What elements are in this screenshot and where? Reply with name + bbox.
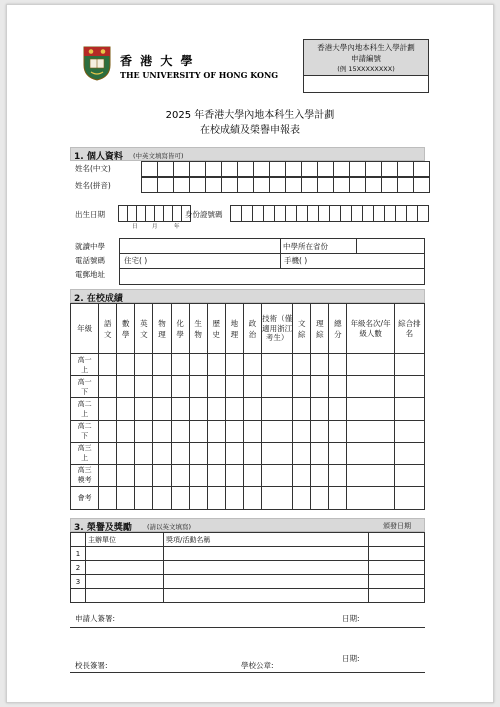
grade-cell[interactable] xyxy=(99,420,117,442)
dob-boxes[interactable] xyxy=(118,205,191,220)
grade-cell[interactable] xyxy=(394,398,424,420)
grade-cell[interactable] xyxy=(329,376,347,398)
honors-table xyxy=(70,532,425,603)
grade-cell[interactable] xyxy=(311,464,329,486)
app-box-example: (例 15XXXXXXXX) xyxy=(337,65,395,73)
section3-title: 3. 榮譽及獎勵 xyxy=(74,523,132,533)
grade-row xyxy=(71,398,425,420)
grade-cell[interactable] xyxy=(117,420,135,442)
grade-cell[interactable] xyxy=(117,464,135,486)
grade-row xyxy=(71,354,425,376)
name-cn-label: 姓名(中文) xyxy=(75,164,111,173)
award-cell[interactable] xyxy=(164,575,369,589)
grade-cell[interactable] xyxy=(171,486,189,509)
grade-cell[interactable] xyxy=(99,464,117,486)
grade-cell[interactable] xyxy=(153,486,171,509)
row-number: 2 xyxy=(71,561,86,575)
grade-cell[interactable] xyxy=(293,442,311,464)
phone-label: 電話號碼 xyxy=(75,256,105,265)
grade-cell[interactable] xyxy=(394,354,424,376)
grade-row-label: 高三上 xyxy=(71,442,99,464)
grade-cell[interactable] xyxy=(243,420,261,442)
grade-cell[interactable] xyxy=(262,442,293,464)
grade-cell[interactable] xyxy=(207,376,225,398)
grade-cell[interactable] xyxy=(394,442,424,464)
date-cell[interactable] xyxy=(369,575,425,589)
grade-cell[interactable] xyxy=(99,486,117,509)
province-label: 中學所在省份 xyxy=(283,242,328,251)
grade-row xyxy=(71,464,425,486)
grade-cell[interactable] xyxy=(394,376,424,398)
col-grade: 年級 xyxy=(71,304,99,354)
grade-cell[interactable] xyxy=(207,398,225,420)
form-title-line2: 在校成績及榮譽申報表 xyxy=(200,125,300,136)
grade-cell[interactable] xyxy=(225,486,243,509)
award-cell[interactable] xyxy=(164,561,369,575)
app-number-field[interactable] xyxy=(304,75,428,93)
grade-cell[interactable] xyxy=(207,354,225,376)
grade-cell[interactable] xyxy=(262,420,293,442)
row-number: 3 xyxy=(71,575,86,589)
col-subject: 地 理 xyxy=(225,304,243,354)
section1-note: (中英文填寫皆可) xyxy=(133,152,184,160)
date-cell[interactable] xyxy=(369,547,425,561)
col-sci-total: 理 綜 xyxy=(311,304,329,354)
logo-chinese: 香 港 大 學 xyxy=(120,54,195,68)
form-page xyxy=(6,4,494,703)
grade-cell[interactable] xyxy=(293,486,311,509)
grade-cell[interactable] xyxy=(293,398,311,420)
award-date-label: 頒發日期 xyxy=(383,522,411,530)
row-number: 1 xyxy=(71,547,86,561)
section3-note: (請以英文填寫) xyxy=(147,523,192,531)
logo-english: THE UNIVERSITY OF HONG KONG xyxy=(120,70,279,80)
home-phone-label: 住宅( ) xyxy=(124,256,148,265)
grade-row-label: 高二下 xyxy=(71,420,99,442)
name-pinyin-label: 姓名(拼音) xyxy=(75,181,111,190)
grade-cell[interactable] xyxy=(347,354,394,376)
grade-cell[interactable] xyxy=(207,486,225,509)
grade-cell[interactable] xyxy=(243,354,261,376)
grade-cell[interactable] xyxy=(347,442,394,464)
grade-row xyxy=(71,420,425,442)
email-field[interactable] xyxy=(120,268,422,282)
section1-title: 1. 個人資料 xyxy=(74,152,123,162)
grade-cell[interactable] xyxy=(329,420,347,442)
email-label: 電郵地址 xyxy=(75,270,105,279)
grade-cell[interactable] xyxy=(347,420,394,442)
grade-cell[interactable] xyxy=(135,398,153,420)
grade-cell[interactable] xyxy=(171,354,189,376)
grade-cell[interactable] xyxy=(207,442,225,464)
grade-cell[interactable] xyxy=(117,354,135,376)
grade-cell[interactable] xyxy=(293,376,311,398)
dob-month: 月 xyxy=(152,224,158,230)
school-label: 就讀中學 xyxy=(75,242,105,251)
grade-cell[interactable] xyxy=(311,486,329,509)
grade-cell[interactable] xyxy=(189,376,207,398)
col-subject: 英 文 xyxy=(135,304,153,354)
grade-cell[interactable] xyxy=(171,398,189,420)
section1-header xyxy=(70,147,425,161)
dob-label: 出生日期 xyxy=(75,210,105,219)
date-label-1: 日期: xyxy=(342,614,360,623)
grade-cell[interactable] xyxy=(135,442,153,464)
hku-crest-icon xyxy=(82,45,112,81)
app-box-title: 香港大學內地本科生入學計劃 xyxy=(317,43,415,52)
applicant-signature-label: 申請人簽署: xyxy=(75,614,116,623)
col-subject: 物 理 xyxy=(153,304,171,354)
grade-cell[interactable] xyxy=(189,486,207,509)
grade-cell[interactable] xyxy=(225,354,243,376)
grade-cell[interactable] xyxy=(171,464,189,486)
col-subject: 語 文 xyxy=(99,304,117,354)
grade-cell[interactable] xyxy=(243,464,261,486)
col-tech: 技術（僅適用浙江考生） xyxy=(262,304,293,354)
organizer-cell[interactable] xyxy=(86,575,164,589)
date-cell[interactable] xyxy=(369,589,425,603)
grade-cell[interactable] xyxy=(329,398,347,420)
grade-cell[interactable] xyxy=(135,464,153,486)
grade-cell[interactable] xyxy=(135,486,153,509)
grade-cell[interactable] xyxy=(207,464,225,486)
grade-cell[interactable] xyxy=(153,398,171,420)
grade-cell[interactable] xyxy=(262,376,293,398)
grade-cell[interactable] xyxy=(153,442,171,464)
school-field[interactable] xyxy=(120,239,279,252)
grade-cell[interactable] xyxy=(171,376,189,398)
grade-cell[interactable] xyxy=(243,486,261,509)
grade-cell[interactable] xyxy=(189,420,207,442)
application-number-box xyxy=(303,39,429,93)
grade-cell[interactable] xyxy=(117,376,135,398)
organizer-header: 主辦單位 xyxy=(86,533,164,547)
date-label-2: 日期: xyxy=(342,654,360,663)
grade-row-label: 高一下 xyxy=(71,376,99,398)
grade-cell[interactable] xyxy=(262,398,293,420)
col-arts-total: 文 綜 xyxy=(293,304,311,354)
grade-cell[interactable] xyxy=(225,464,243,486)
grade-cell[interactable] xyxy=(262,354,293,376)
name-pinyin-boxes[interactable] xyxy=(141,177,430,191)
award-name-header: 獎項/活動名稱 xyxy=(164,533,369,547)
grade-cell[interactable] xyxy=(329,486,347,509)
grade-cell[interactable] xyxy=(347,486,394,509)
col-total: 總 分 xyxy=(329,304,347,354)
grade-cell[interactable] xyxy=(293,354,311,376)
grade-cell[interactable] xyxy=(117,442,135,464)
app-box-label: 申請編號 xyxy=(351,54,381,63)
grade-row xyxy=(71,486,425,509)
col-subject: 數 學 xyxy=(117,304,135,354)
organizer-cell[interactable] xyxy=(86,589,164,603)
grade-cell[interactable] xyxy=(189,464,207,486)
grade-cell[interactable] xyxy=(243,398,261,420)
col-subject: 生 物 xyxy=(189,304,207,354)
mobile-label: 手機( ) xyxy=(284,256,308,265)
grade-row xyxy=(71,442,425,464)
grade-cell[interactable] xyxy=(329,354,347,376)
grade-cell[interactable] xyxy=(311,420,329,442)
organizer-cell[interactable] xyxy=(86,547,164,561)
school-stamp-label: 學校公章: xyxy=(241,661,274,670)
id-number-boxes[interactable] xyxy=(230,205,429,220)
grade-cell[interactable] xyxy=(394,464,424,486)
col-subject: 歷 史 xyxy=(207,304,225,354)
grade-cell[interactable] xyxy=(225,398,243,420)
grade-cell[interactable] xyxy=(171,442,189,464)
grade-cell[interactable] xyxy=(329,464,347,486)
section2-title: 2. 在校成績 xyxy=(74,294,123,304)
principal-signature-line[interactable] xyxy=(70,672,425,673)
grade-cell[interactable] xyxy=(262,464,293,486)
grade-cell[interactable] xyxy=(225,376,243,398)
col-subject: 化 學 xyxy=(171,304,189,354)
grade-cell[interactable] xyxy=(189,398,207,420)
grade-cell[interactable] xyxy=(171,420,189,442)
form-title-line1: 2025 年香港大學內地本科生入學計劃 xyxy=(165,110,335,121)
grade-row-label: 會考 xyxy=(71,486,99,509)
grade-cell[interactable] xyxy=(135,376,153,398)
grade-cell[interactable] xyxy=(153,354,171,376)
grade-cell[interactable] xyxy=(394,486,424,509)
grade-cell[interactable] xyxy=(262,486,293,509)
award-cell[interactable] xyxy=(164,589,369,603)
grade-cell[interactable] xyxy=(135,420,153,442)
col-overall-rank: 綜合排名 xyxy=(394,304,424,354)
grade-cell[interactable] xyxy=(189,442,207,464)
col-subject: 政 治 xyxy=(243,304,261,354)
dob-day: 日 xyxy=(132,224,138,230)
grade-cell[interactable] xyxy=(99,354,117,376)
grade-row xyxy=(71,376,425,398)
grade-cell[interactable] xyxy=(99,398,117,420)
name-cn-boxes[interactable] xyxy=(141,161,430,175)
grade-cell[interactable] xyxy=(347,398,394,420)
grade-cell[interactable] xyxy=(293,464,311,486)
grade-cell[interactable] xyxy=(135,354,153,376)
grade-cell[interactable] xyxy=(225,442,243,464)
grade-cell[interactable] xyxy=(99,442,117,464)
grade-cell[interactable] xyxy=(347,376,394,398)
organizer-cell[interactable] xyxy=(86,561,164,575)
award-cell[interactable] xyxy=(164,547,369,561)
grade-row-label: 高三模考 xyxy=(71,464,99,486)
col-rank-count: 年級名次/年級人數 xyxy=(347,304,394,354)
grade-cell[interactable] xyxy=(189,354,207,376)
date-cell[interactable] xyxy=(369,561,425,575)
section2-header xyxy=(70,289,425,303)
grade-cell[interactable] xyxy=(243,442,261,464)
section3-header xyxy=(70,518,425,532)
grade-cell[interactable] xyxy=(207,420,225,442)
grade-cell[interactable] xyxy=(225,420,243,442)
grade-cell[interactable] xyxy=(347,464,394,486)
grade-cell[interactable] xyxy=(311,376,329,398)
grade-cell[interactable] xyxy=(117,398,135,420)
grade-cell[interactable] xyxy=(311,442,329,464)
grade-cell[interactable] xyxy=(243,376,261,398)
grade-cell[interactable] xyxy=(311,354,329,376)
dob-year: 年 xyxy=(174,224,180,230)
grades-table xyxy=(70,303,425,510)
applicant-signature-line[interactable] xyxy=(70,627,425,628)
grade-cell[interactable] xyxy=(153,464,171,486)
grade-cell[interactable] xyxy=(329,442,347,464)
grade-cell[interactable] xyxy=(293,420,311,442)
grade-row-label: 高一上 xyxy=(71,354,99,376)
grade-cell[interactable] xyxy=(394,420,424,442)
grade-cell[interactable] xyxy=(99,376,117,398)
grade-cell[interactable] xyxy=(153,376,171,398)
grade-row-label: 高二上 xyxy=(71,398,99,420)
grade-cell[interactable] xyxy=(153,420,171,442)
grade-cell[interactable] xyxy=(311,398,329,420)
grade-cell[interactable] xyxy=(117,486,135,509)
id-number-label: 身份證號碼 xyxy=(185,210,223,219)
principal-signature-label: 校長簽署: xyxy=(75,661,108,670)
